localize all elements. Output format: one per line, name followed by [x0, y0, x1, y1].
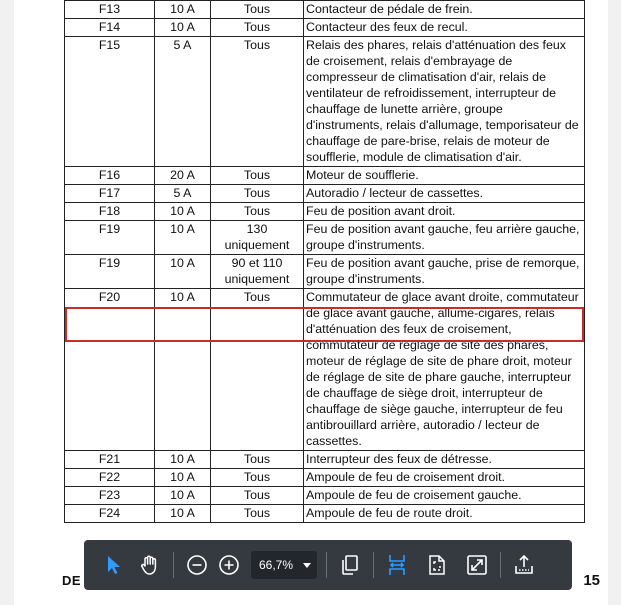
model-cell: Tous	[211, 487, 304, 505]
description-cell: Moteur de soufflerie.	[304, 167, 585, 185]
zoom-out-icon[interactable]	[183, 551, 211, 579]
model-cell: Tous	[211, 203, 304, 221]
fullscreen-icon[interactable]	[463, 551, 491, 579]
description-cell: Autoradio / lecteur de cassettes.	[304, 185, 585, 203]
description-cell: Feu de position avant gauche, prise de remorque, groupe d'instruments.	[304, 255, 585, 289]
fuse-id-cell: F19	[65, 221, 155, 255]
description-cell: Ampoule de feu de route droit.	[304, 505, 585, 523]
fuse-id-cell: F16	[65, 167, 155, 185]
table-row	[65, 451, 585, 469]
document-page	[14, 0, 608, 605]
toolbar-separator	[173, 552, 174, 578]
amperage-cell: 10 A	[155, 255, 211, 289]
model-cell: Tous	[211, 469, 304, 487]
amperage-cell: 10 A	[155, 203, 211, 221]
toolbar-separator	[500, 552, 501, 578]
fit-width-icon[interactable]	[383, 551, 411, 579]
table-row	[65, 37, 585, 167]
footer-left-text: DE	[62, 573, 82, 588]
share-icon[interactable]	[510, 551, 538, 579]
table-row	[65, 185, 585, 203]
fuse-id-cell: F14	[65, 19, 155, 37]
page-view-icon[interactable]	[336, 551, 364, 579]
amperage-cell: 10 A	[155, 487, 211, 505]
hand-pan-icon[interactable]	[136, 551, 164, 579]
page-number: 15	[583, 572, 600, 589]
fuse-id-cell: F13	[65, 1, 155, 19]
zoom-dropdown[interactable]	[251, 551, 317, 579]
table-row	[65, 19, 585, 37]
description-cell: Feu de position avant gauche, feu arrière gauche, groupe d'instruments.	[304, 221, 585, 255]
description-cell: Contacteur de pédale de frein.	[304, 1, 585, 19]
model-cell: Tous	[211, 167, 304, 185]
toolbar-separator	[373, 552, 374, 578]
amperage-cell: 10 A	[155, 289, 211, 451]
description-cell: Contacteur des feux de recul.	[304, 19, 585, 37]
model-cell: Tous	[211, 505, 304, 523]
fuse-id-cell: F18	[65, 203, 155, 221]
model-cell: Tous	[211, 289, 304, 451]
fuse-table	[64, 0, 585, 523]
table-row	[65, 505, 585, 523]
zoom-value: 66,7%	[259, 558, 294, 572]
fuse-id-cell: F24	[65, 505, 155, 523]
fuse-id-cell: F17	[65, 185, 155, 203]
table-row	[65, 469, 585, 487]
table-row	[65, 1, 585, 19]
table-row	[65, 167, 585, 185]
amperage-cell: 10 A	[155, 469, 211, 487]
description-cell: Commutateur de glace avant droite, commutateur de glace avant gauche, allume-cigares, relais d'atténuation des feux de croisement, commutateur de réglage de site des phares, moteur de réglage de site de phare droit, moteur de réglage de site de phare gauche, interrupteur de chauffage de siège droit, interrupteur de chauffage de siège gauche, interrupteur de feu antibrouillard arrière, autoradio / lecteur de cassettes.	[304, 289, 585, 451]
table-row	[65, 255, 585, 289]
table-row	[65, 221, 585, 255]
description-cell: Relais des phares, relais d'atténuation des feux de croisement, relais d'embrayage de compresseur de climatisation d'air, relais de ventilateur de refroidissement, interrupteur de chauffage de lunette arrière, groupe d'instruments, relais d'allumage, temporisateur de chauffage de pare-brise, relais de moteur de soufflerie, module de climatisation d'air.	[304, 37, 585, 167]
amperage-cell: 10 A	[155, 19, 211, 37]
fit-page-icon[interactable]	[423, 551, 451, 579]
pdf-viewer-toolbar	[84, 540, 572, 590]
fuse-id-cell: F19	[65, 255, 155, 289]
zoom-in-icon[interactable]	[215, 551, 243, 579]
description-cell: Feu de position avant droit.	[304, 203, 585, 221]
toolbar-separator	[326, 552, 327, 578]
amperage-cell: 10 A	[155, 451, 211, 469]
table-row	[65, 487, 585, 505]
amperage-cell: 5 A	[155, 37, 211, 167]
model-cell: Tous	[211, 451, 304, 469]
description-cell: Interrupteur des feux de détresse.	[304, 451, 585, 469]
chevron-down-icon	[303, 563, 311, 568]
amperage-cell: 10 A	[155, 505, 211, 523]
amperage-cell: 10 A	[155, 1, 211, 19]
model-cell: Tous	[211, 1, 304, 19]
description-cell: Ampoule de feu de croisement droit.	[304, 469, 585, 487]
fuse-id-cell: F23	[65, 487, 155, 505]
amperage-cell: 5 A	[155, 185, 211, 203]
select-cursor-icon[interactable]	[100, 551, 128, 579]
model-cell: 90 et 110 uniquement	[211, 255, 304, 289]
model-cell: Tous	[211, 37, 304, 167]
amperage-cell: 20 A	[155, 167, 211, 185]
model-cell: Tous	[211, 19, 304, 37]
description-cell: Ampoule de feu de croisement gauche.	[304, 487, 585, 505]
table-row	[65, 203, 585, 221]
table-row	[65, 289, 585, 451]
fuse-id-cell: F15	[65, 37, 155, 167]
amperage-cell: 10 A	[155, 221, 211, 255]
fuse-id-cell: F22	[65, 469, 155, 487]
model-cell: Tous	[211, 185, 304, 203]
fuse-id-cell: F21	[65, 451, 155, 469]
fuse-id-cell: F20	[65, 289, 155, 451]
model-cell: 130 uniquement	[211, 221, 304, 255]
